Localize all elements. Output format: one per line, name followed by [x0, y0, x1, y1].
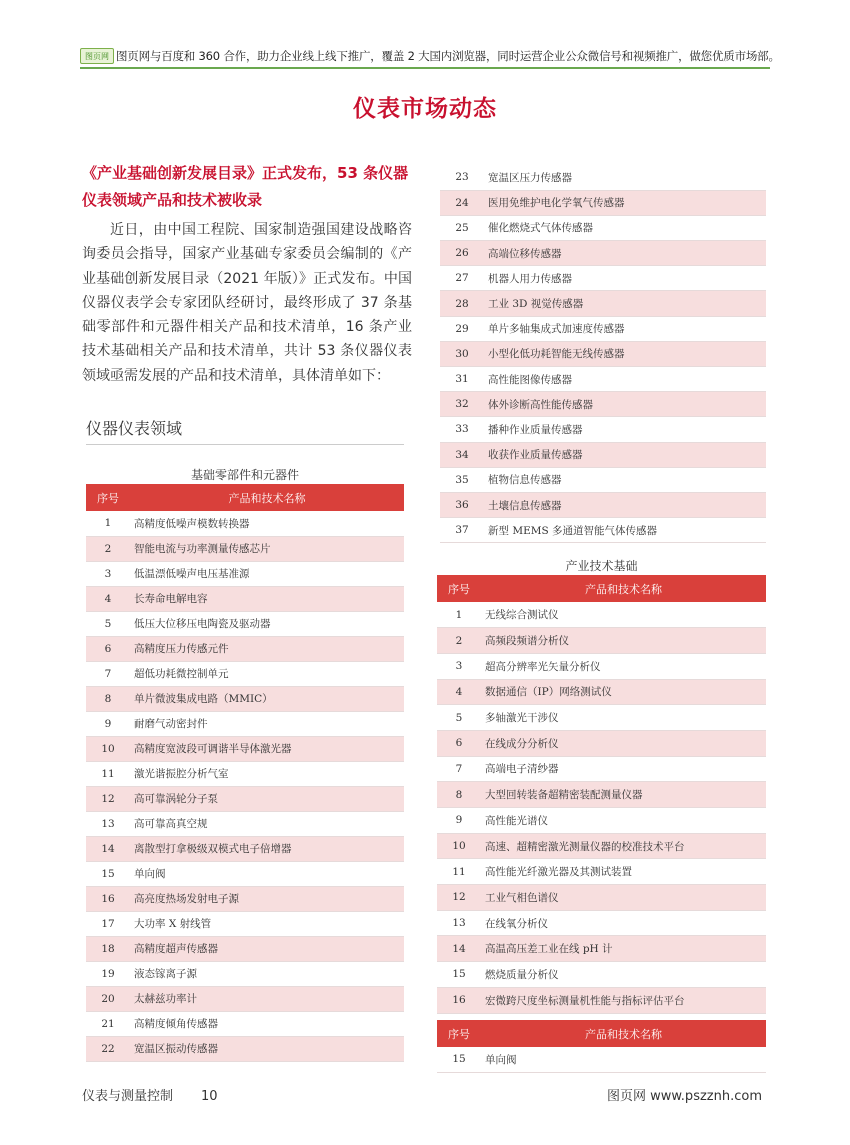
table-row — [86, 786, 404, 811]
row-name: 高精度超声传感器 — [130, 936, 404, 961]
components-table-left — [86, 466, 404, 1062]
table-row — [437, 653, 766, 679]
row-name: 工业 3D 视觉传感器 — [484, 291, 766, 316]
row-number: 16 — [437, 987, 481, 1013]
row-name: 低压大位移压电陶瓷及驱动器 — [130, 611, 404, 636]
row-name: 高精度压力传感元件 — [130, 636, 404, 661]
row-name: 高可靠涡轮分子泵 — [130, 786, 404, 811]
row-number: 8 — [86, 686, 130, 711]
table-row — [440, 190, 766, 215]
row-number: 2 — [86, 536, 130, 561]
table-row — [440, 442, 766, 467]
table-row — [440, 241, 766, 266]
table-row — [86, 636, 404, 661]
row-name: 在线氧分析仪 — [481, 910, 766, 936]
row-number: 4 — [437, 679, 481, 705]
row-name: 工业气相色谱仪 — [481, 885, 766, 911]
article-body: 近日，由中国工程院、国家制造强国建设战略咨询委员会指导，国家产业基础专家委员会编制的《产业基础创新发展目录（2021 年版）》正式发布。中国仪器仪表学会专家团队经研讨，最终形成了 37 条基础零部件和元器件相关产品和技术清单，16 条产业技术基础相关产品和技术清单，共计 53 条仪器仪表领域亟需发展的产品和技术清单，具体清单如下： — [82, 222, 412, 384]
site-logo[interactable]: 图页网 — [80, 48, 114, 64]
column-header-no: 序号 — [437, 575, 481, 602]
row-name: 高频段频谱分析仪 — [481, 628, 766, 654]
table-row — [437, 705, 766, 731]
components-table-right — [440, 165, 766, 543]
row-name: 体外诊断高性能传感器 — [484, 392, 766, 417]
row-number: 35 — [440, 467, 484, 492]
row-name: 多轴激光干涉仪 — [481, 705, 766, 731]
table-row — [440, 392, 766, 417]
row-number: 23 — [440, 165, 484, 190]
journal-name: 仪表与测量控制 — [82, 1089, 174, 1104]
row-number: 9 — [86, 711, 130, 736]
row-name: 在线成分分析仪 — [481, 730, 766, 756]
row-number: 22 — [86, 1036, 130, 1061]
row-name: 机器人用力传感器 — [484, 266, 766, 291]
row-name: 高温高压差工业在线 pH 计 — [481, 936, 766, 962]
table-row — [440, 165, 766, 190]
row-name: 太赫兹功率计 — [130, 986, 404, 1011]
table-row — [86, 811, 404, 836]
row-name: 高端位移传感器 — [484, 241, 766, 266]
footer-site[interactable]: 图页网 www.pszznh.com — [606, 1089, 762, 1104]
row-number: 19 — [86, 961, 130, 986]
column-header-no: 序号 — [86, 484, 130, 511]
row-name: 高端电子清纱器 — [481, 756, 766, 782]
article-title: 《产业基础创新发展目录》正式发布，53 条仪器仪表领域产品和技术被收录 — [82, 164, 409, 209]
row-number: 15 — [437, 962, 481, 988]
row-name: 高可靠高真空规 — [130, 811, 404, 836]
row-number: 15 — [437, 1047, 481, 1072]
row-number: 11 — [437, 859, 481, 885]
row-number: 17 — [86, 911, 130, 936]
row-name: 高精度低噪声模数转换器 — [130, 511, 404, 536]
row-number: 31 — [440, 367, 484, 392]
row-number: 4 — [86, 586, 130, 611]
table-row — [86, 861, 404, 886]
industry-table-grid — [437, 575, 766, 1014]
row-name: 高速、超精密激光测量仪器的校准技术平台 — [481, 833, 766, 859]
table-row — [437, 756, 766, 782]
row-name: 小型化低功耗智能无线传感器 — [484, 341, 766, 366]
row-name: 高性能光纤激光器及其测试装置 — [481, 859, 766, 885]
table-row — [437, 782, 766, 808]
row-number: 33 — [440, 417, 484, 442]
table-row — [86, 986, 404, 1011]
column-header-name: 产品和技术名称 — [481, 575, 766, 602]
table-row — [86, 511, 404, 536]
row-name: 数据通信（IP）网络测试仪 — [481, 679, 766, 705]
row-number: 37 — [440, 518, 484, 543]
row-number: 1 — [437, 602, 481, 628]
table-row — [86, 961, 404, 986]
table-row — [437, 859, 766, 885]
row-number: 6 — [86, 636, 130, 661]
row-number: 14 — [86, 836, 130, 861]
table-row — [440, 291, 766, 316]
row-number: 9 — [437, 808, 481, 834]
page-title: 仪表市场动态 — [353, 96, 497, 122]
components-table-caption: 基础零部件和元器件 — [190, 468, 299, 482]
table-row — [437, 679, 766, 705]
row-number: 32 — [440, 392, 484, 417]
table-row — [86, 536, 404, 561]
table-row — [440, 316, 766, 341]
section-label: 仪器仪表领域 — [86, 419, 183, 438]
row-number: 5 — [86, 611, 130, 636]
table-row — [437, 885, 766, 911]
row-name: 单向阀 — [481, 1047, 766, 1072]
table-row — [440, 266, 766, 291]
row-number: 36 — [440, 492, 484, 517]
row-name: 激光谐振腔分析气室 — [130, 761, 404, 786]
article — [82, 160, 412, 388]
industry-table-caption: 产业技术基础 — [565, 559, 638, 573]
row-number: 34 — [440, 442, 484, 467]
table-row — [437, 910, 766, 936]
industry-table — [437, 557, 766, 1014]
row-number: 18 — [86, 936, 130, 961]
header-divider — [80, 67, 770, 69]
row-name: 单片多轴集成式加速度传感器 — [484, 316, 766, 341]
row-name: 燃烧质量分析仪 — [481, 962, 766, 988]
table-row — [437, 833, 766, 859]
table-row — [86, 936, 404, 961]
table-row — [86, 561, 404, 586]
table-row — [86, 586, 404, 611]
table-row — [437, 628, 766, 654]
row-name: 长寿命电解电容 — [130, 586, 404, 611]
row-number: 12 — [437, 885, 481, 911]
table-row — [440, 467, 766, 492]
table-row — [437, 987, 766, 1013]
row-name: 宽温区振动传感器 — [130, 1036, 404, 1061]
table-row — [86, 761, 404, 786]
extra-table-grid — [437, 1020, 766, 1073]
table-row — [86, 686, 404, 711]
top-banner — [80, 46, 780, 66]
row-number: 7 — [437, 756, 481, 782]
row-number: 13 — [86, 811, 130, 836]
row-number: 11 — [86, 761, 130, 786]
row-number: 1 — [86, 511, 130, 536]
row-number: 10 — [86, 736, 130, 761]
row-name: 无线综合测试仪 — [481, 602, 766, 628]
table-row — [86, 1036, 404, 1061]
row-number: 3 — [437, 653, 481, 679]
extra-table — [437, 1020, 766, 1073]
row-number: 2 — [437, 628, 481, 654]
row-name: 耐磨气动密封件 — [130, 711, 404, 736]
row-name: 高精度宽波段可调谐半导体激光器 — [130, 736, 404, 761]
row-name: 播种作业质量传感器 — [484, 417, 766, 442]
table-row — [86, 836, 404, 861]
row-number: 27 — [440, 266, 484, 291]
row-name: 大功率 X 射线管 — [130, 911, 404, 936]
footer-left — [82, 1085, 218, 1104]
row-number: 5 — [437, 705, 481, 731]
row-number: 15 — [86, 861, 130, 886]
table-row — [440, 492, 766, 517]
table-row — [86, 911, 404, 936]
section-divider — [86, 444, 404, 445]
row-name: 大型回转装备超精密装配测量仪器 — [481, 782, 766, 808]
row-name: 新型 MEMS 多通道智能气体传感器 — [484, 518, 766, 543]
table-row — [437, 602, 766, 628]
banner-text: 图页网与百度和 360 合作，助力企业线上线下推广，覆盖 2 大国内浏览器，同时运营企业公众微信号和视频推广，做您优质市场部。 — [116, 49, 780, 63]
row-name: 医用免维护电化学氧气传感器 — [484, 190, 766, 215]
row-number: 12 — [86, 786, 130, 811]
table-row — [437, 936, 766, 962]
components-table-continued — [440, 165, 766, 543]
components-table — [86, 484, 404, 1062]
table-row — [440, 417, 766, 442]
table-row — [437, 962, 766, 988]
row-number: 7 — [86, 661, 130, 686]
row-number: 6 — [437, 730, 481, 756]
table-row — [440, 518, 766, 543]
table-row — [440, 215, 766, 240]
row-name: 单向阀 — [130, 861, 404, 886]
page-number: 10 — [201, 1089, 218, 1104]
table-row — [86, 661, 404, 686]
row-name: 土壤信息传感器 — [484, 492, 766, 517]
row-name: 收获作业质量传感器 — [484, 442, 766, 467]
row-number: 14 — [437, 936, 481, 962]
table-row — [86, 886, 404, 911]
row-name: 宽温区压力传感器 — [484, 165, 766, 190]
table-row — [437, 808, 766, 834]
row-name: 高性能光谱仪 — [481, 808, 766, 834]
row-number: 13 — [437, 910, 481, 936]
table-row — [437, 1047, 766, 1072]
row-name: 离散型打拿极级双模式电子倍增器 — [130, 836, 404, 861]
table-row — [86, 611, 404, 636]
row-name: 液态镓离子源 — [130, 961, 404, 986]
table-row — [440, 341, 766, 366]
table-row — [86, 1011, 404, 1036]
row-name: 高亮度热场发射电子源 — [130, 886, 404, 911]
row-name: 催化燃烧式气体传感器 — [484, 215, 766, 240]
row-name: 高精度倾角传感器 — [130, 1011, 404, 1036]
row-number: 30 — [440, 341, 484, 366]
column-header-name: 产品和技术名称 — [481, 1020, 766, 1047]
row-name: 单片微波集成电路（MMIC） — [130, 686, 404, 711]
column-header-name: 产品和技术名称 — [130, 484, 404, 511]
row-number: 28 — [440, 291, 484, 316]
row-number: 8 — [437, 782, 481, 808]
row-number: 21 — [86, 1011, 130, 1036]
row-number: 10 — [437, 833, 481, 859]
row-number: 20 — [86, 986, 130, 1011]
row-name: 低温漂低噪声电压基准源 — [130, 561, 404, 586]
row-number: 26 — [440, 241, 484, 266]
row-name: 植物信息传感器 — [484, 467, 766, 492]
row-name: 智能电流与功率测量传感芯片 — [130, 536, 404, 561]
row-number: 3 — [86, 561, 130, 586]
table-row — [437, 730, 766, 756]
row-number: 25 — [440, 215, 484, 240]
row-number: 16 — [86, 886, 130, 911]
row-name: 宏微跨尺度坐标测量机性能与指标评估平台 — [481, 987, 766, 1013]
row-number: 24 — [440, 190, 484, 215]
row-name: 高性能图像传感器 — [484, 367, 766, 392]
row-name: 超高分辨率光矢量分析仪 — [481, 653, 766, 679]
table-row — [86, 736, 404, 761]
row-name: 超低功耗微控制单元 — [130, 661, 404, 686]
table-row — [86, 711, 404, 736]
row-number: 29 — [440, 316, 484, 341]
table-row — [440, 367, 766, 392]
column-header-no: 序号 — [437, 1020, 481, 1047]
